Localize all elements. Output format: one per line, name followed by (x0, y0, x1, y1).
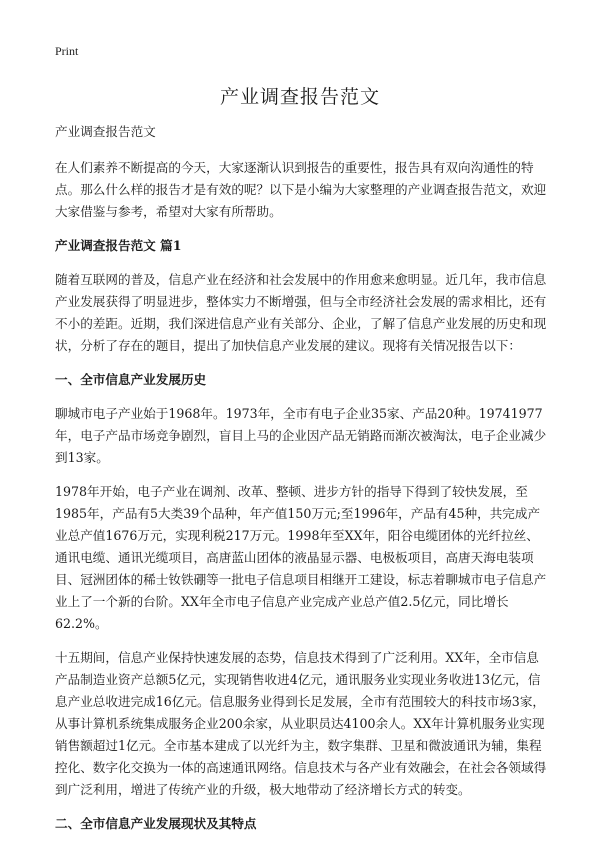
section-heading: 产业调查报告范文 篇1 (55, 238, 182, 253)
subsection-heading-status: 二、全市信息产业发展现状及其特点 (55, 816, 257, 831)
intro-paragraph: 在人们素养不断提高的今天，大家逐渐认识到报告的重要性，报告具有双向沟通性的特点。那么什么样的报告才是有效的呢？以下是小编为大家整理的产业调查报告范文，欢迎大家借鉴与参考，希望对大家有所帮助。 (55, 160, 547, 219)
print-label[interactable]: Print (55, 44, 79, 58)
document-subtitle: 产业调查报告范文 (55, 124, 156, 139)
paragraph: 随着互联网的普及，信息产业在经济和社会发展中的作用愈来愈明显。近几年，我市信息产业发展获得了明显进步，整体实力不断增强，但与全市经济社会发展的需求相比，还有不小的差距。近期，我们深进信息产业有关部分、企业，了解了信息产业发展的历史和现状，分析了存在的题目，提出了加快信息产业发展的建议。现将有关情况报告以下： (55, 272, 547, 353)
paragraph: 1978年开始，电子产业在调剂、改革、整顿、进步方针的指导下得到了较快发展，至1985年，产品有5大类39个品种，年产值150万元;至1996年，产品有45种，共完成产业总产值1676万元，实现利税217万元。1998年至XX年，阳谷电缆团体的光纤拉丝、通讯电缆、通讯光缆项目，高唐蓝山团体的液晶显示器、电极板项目，高唐天海电装项目、冠洲团体的稀士钕铁硼等一批电子信息项目相继开工建设，标志着聊城市电子信息产业上了一个新的台阶。XX年全市电子信息产业完成产业总产值2.5亿元，同比增长62.2%。 (55, 484, 547, 631)
paragraph: 聊城市电子产业始于1968年。1973年，全市有电子企业35家、产品20种。19741977年，电子产品市场竞争剧烈，盲目上马的企业因产品无销路而渐次被淘汰，电子企业减少到13家。 (55, 406, 547, 465)
document-body (55, 121, 547, 847)
paragraph: 十五期间，信息产业保持快速发展的态势，信息技术得到了广泛利用。XX年，全市信息产品制造业资产总额5亿元，实现销售收进4亿元，通讯服务业实现业务收进13亿元，信息产业总收进完成16亿元。信息服务业得到长足发展，全市有范围较大的科技市场3家，从事计算机系统集成服务企业200余家，从业职员达4100余人。XX年计算机服务业实现销售额超过1亿元。全市基本建成了以光纤为主，数字集群、卫星和微波通讯为辅，集程控化、数字化交换为一体的高速通讯网络。信息技术与各产业有效融会，在社会各领域得到广泛利用，增进了传统产业的升级，极大地带动了经济增长方式的转变。 (55, 650, 547, 797)
subsection-heading-history: 一、全市信息产业发展历史 (55, 372, 207, 387)
document-title: 产业调查报告范文 (219, 86, 380, 108)
